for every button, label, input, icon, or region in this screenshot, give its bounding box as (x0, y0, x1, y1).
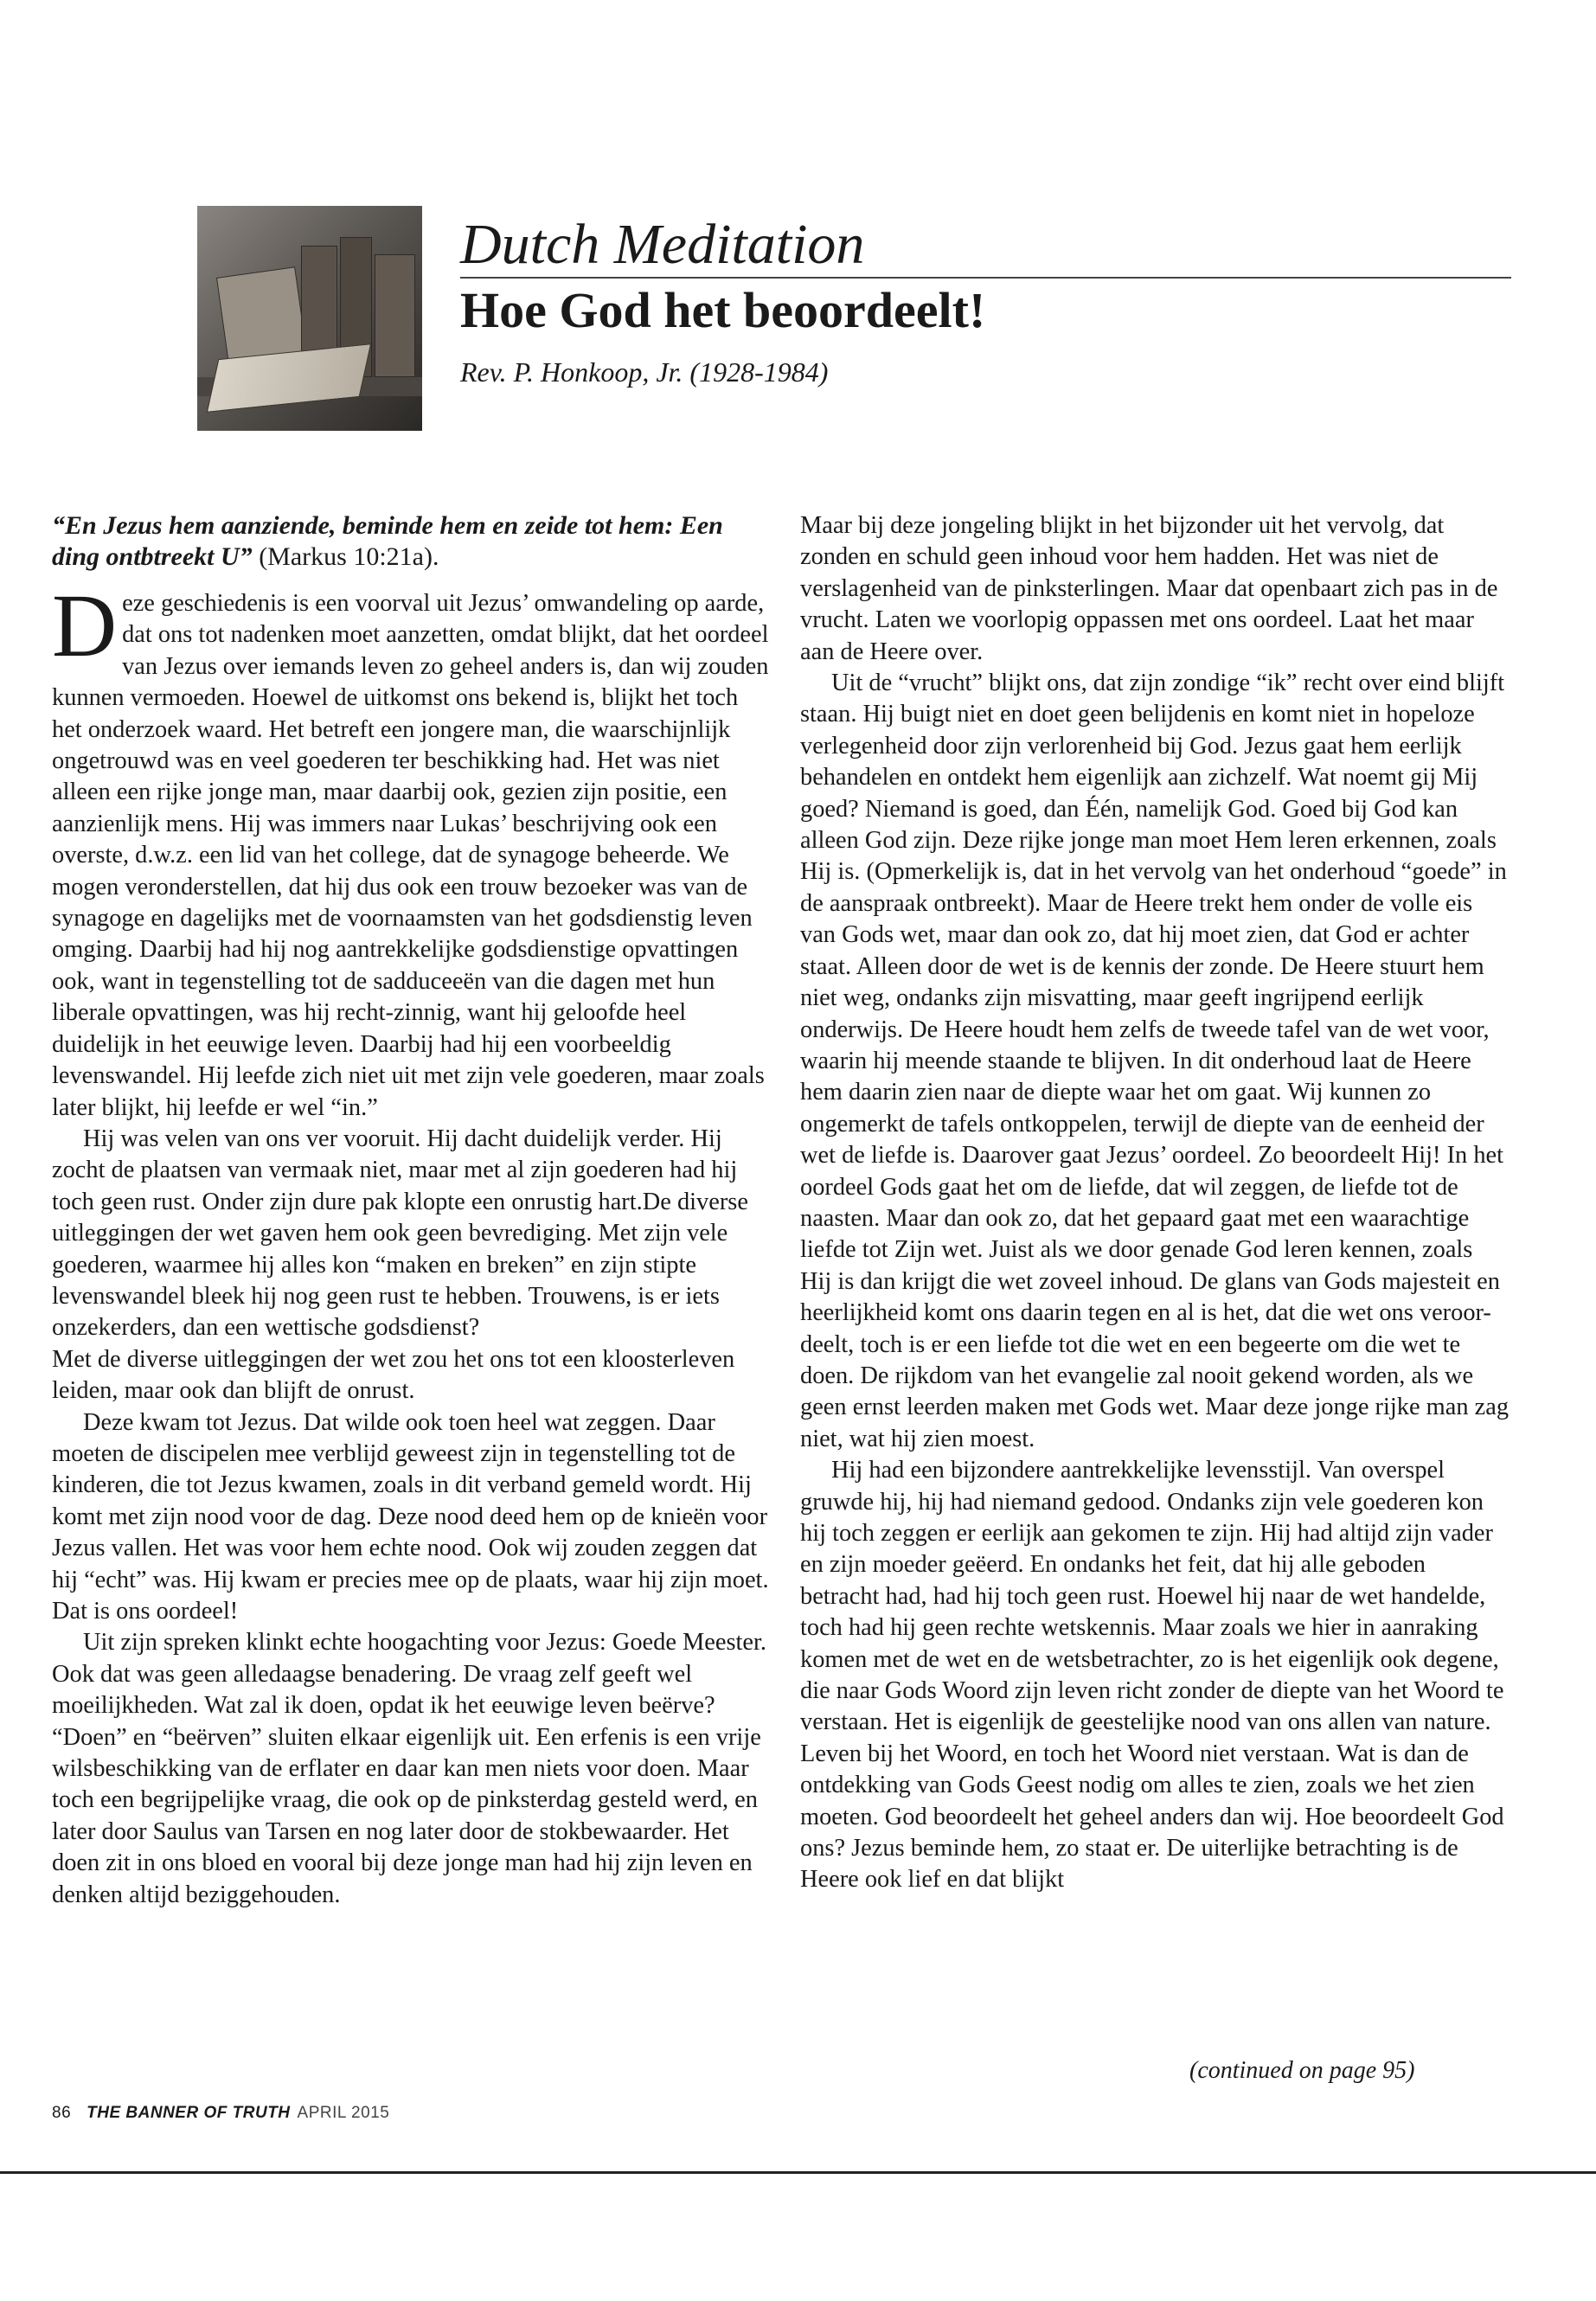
right-column (800, 510, 1509, 1896)
paragraph: Hij had een bijzondere aantrekkelijke levensstijl. Van overspel gruwde hij, hij had niemand gedood. Ondanks zijn vele goederen kon hij toch zeggen er eerlijk aan gekomen te zijn. Hij had altijd zijn vader en zijn moeder geëerd. En ondanks het feit, dat hij alle geboden betracht had, had hij toch geen rust. Hoewel hij naar de wet handelde, toch had hij geen rechte wetskennis. Maar zoals we hier in aanraking komen met de wet en de wetsbetrachter, zo is het eigenlijk ook degene, die naar Gods Woord zijn leven richt zonder de diepte van het Woord te verstaan. Het is eigenlijk de geestelijke nood van ons allen van nature. Leven bij het Woord, en toch het Woord niet verstaan. Wat is dan de ontdekking van Gods Geest nodig om alles te zien, zoals we het zien moeten. God beoordeelt het geheel anders dan wij. Hoe beoordeelt God ons? Jezus beminde hem, zo staat er. De uiterlijke betrachting is de Heere ook lief en dat blijkt (800, 1457, 1504, 1894)
left-column (52, 510, 770, 1911)
author-byline: Rev. P. Honkoop, Jr. (1928-1984) (460, 356, 829, 388)
drop-cap: D (52, 576, 118, 676)
paragraph: Uit zijn spreken klinkt echte hoogachting voor Jezus: Goede Meester. Ook dat was geen alledaagse benadering. De vraag zelf geeft wel moeilijkheden. Wat zal ik doen, opdat ik het eeuwige leven beërve? “Doen” en “beërven” sluiten elkaar eigenlijk uit. Een erfenis is een vrije wilsbeschikking van de erflater en daar kan men niets voor doen. Maar toch een begrijpelijke vraag, die ook op de pinksterdag gesteld werd, en later door Saulus van Tarsen en nog later door de stokbewaarder. Het doen zit in ons bloed en vooral bij deze jonge man had hij zijn leven en denken altijd beziggehouden. (52, 1629, 766, 1908)
photo-book (375, 254, 415, 377)
paragraph: Deze kwam tot Jezus. Dat wilde ook toen heel wat zeggen. Daar moeten de discipelen mee verblijd geweest zijn in tegenstelling tot de kinderen, die tot Jezus kwamen, zoals in dit verband gemeld wordt. Hij komt met zijn nood voor de dag. Deze nood deed hem op de knieën voor Jezus vallen. Het was voor hem echte nood. Ook wij zouden zeggen dat hij “echt” was. Hij kwam er precies mee op de plaats, waar hij zijn moet. Dat is ons oordeel! (52, 1408, 769, 1625)
paragraph-text: eze geschiedenis is een voorval uit Jezus’ omwandeling op aarde, dat ons tot nadenken moet aanzetten, omdat blijkt, dat het oordeel van Jezus over iemands leven zo geheel anders is, dan wij zouden kunnen vermoeden. Hoewel de uitkomst ons bekend is, blijkt het toch het onderzoek waard. Het betreft een jongere man, die waarschijnlijk ongetrouwd was en veel goederen ter beschikking had. Het was niet alleen een rijke jonge man, maar daarbij ook, gezien zijn positie, een aanzienlijk mens. Hij was immers naar Lukas’ beschrijving ook een overste, d.w.z. een lid van het college, dat de synagoge beheerde. We mogen veronderstellen, dat hij dus ook een trouw bezoeker was van de synagoge en dagelijks met de voornaamsten van het godsdienstig leven omging. Daarbij had hij nog aantrekkelijke godsdienstige opvattingen ook, want in tegenstelling tot de sadduceeën van die dagen met hun liberale opvattingen, was hij recht-zinnig, want hij geloofde heel duidelijk in het eeuwige leven. Daarbij had hij een voorbeeldig levenswandel. Hij leefde zich niet uit met zijn vele goederen, maar zoals later blijkt, hij leefde er wel “in.” (52, 590, 769, 1121)
page-number: 86 (52, 2104, 72, 2122)
issue-date: APRIL 2015 (297, 2104, 390, 2122)
epigraph-reference: (Markus 10:21a). (259, 542, 439, 571)
paragraph: Hij was velen van ons ver vooruit. Hij dacht duidelijk verder. Hij zocht de plaatsen van vermaak niet, maar met al zijn goederen had hij toch geen rust. Onder zijn dure pak klopte een onrustig hart.De diverse uitleggingen der wet gaven hem ook geen bevrediging. Met zijn vele goederen, waarmee hij alles kon “maken en breken” en zijn stipte levenswandel bleek hij nog geen rust te hebben. Trouwens, is er iets onzekerders, dan een wettische godsdienst? (52, 1125, 748, 1342)
article-title: Hoe God het beoordeelt! (460, 282, 986, 338)
paragraph: Met de diverse uitleggingen der wet zou het ons tot een kloosterleven leiden, maar ook dan blijft de onrust. (52, 1345, 735, 1405)
publication-name: THE BANNER OF TRUTH (87, 2104, 291, 2122)
paragraph: Uit de “vrucht” blijkt ons, dat zijn zondige “ik” recht over eind blijft staan. Hij buigt niet en doet geen belijdenis en komt niet in hopeloze verlegenheid door zijn verlorenheid bij God. Jezus gaat hem eerlijk behandelen en ontdekt hem eigenlijk aan zichzelf. Wat noemt gij Mij goed? Niemand is goed, dan Één, namelijk God. Goed bij God kan alleen God zijn. Deze rijke jonge man moet Hem leren erkennen, zoals Hij is. (Opmerkelijk is, dat in het vervolg van het onderhoud “goede” in de aanspraak ontbreekt). Maar de Heere trekt hem onder de volle eis van Gods wet, maar dan ook zo, dat hij moet zien, dat God er achter staat. Alleen door de wet is de kennis der zonde. De Heere stuurt hem niet weg, ondanks zijn misvatting, maar geeft ingrijpend eerlijk onderwijs. De Heere houdt hem zelfs de tweede tafel van de wet voor, waarin hij meende staande te blijven. In dit onderhoud laat de Heere hem daarin zien naar de diepte waar het om gaat. Wij kunnen zo ongemerkt de tafels ontkoppelen, terwijl de diepte van de eenheid der wet de liefde is. Daarover gaat Jezus’ oordeel. Zo beoordeelt Hij! In het oordeel Gods gaat het om de liefde, dat wil zeggen, de liefde tot de naasten. Maar dan ook zo, dat het gepaard gaat met een waarachtige liefde tot Zijn wet. Juist als we door genade God leren kennen, zoals Hij is dan krijgt die wet zoveel inhoud. De glans van Gods majesteit en heerlijkheid komt ons daarin tegen en al is het, dat die wet ons veroor-deelt, toch is er een liefde tot die wet en een begeerte om die wet te doen. De rijkdom van het evangelie zal nooit gekend worden, als we geen ernst leerden maken met Gods wet. Maar deze jonge rijke man zag niet, wat hij zien moest. (800, 670, 1509, 1452)
paragraph (52, 576, 770, 1124)
bottom-rule (0, 2171, 1596, 2174)
section-title: Dutch Meditation (460, 213, 865, 276)
paragraph: Maar bij deze jongeling blijkt in het bijzonder uit het vervolg, dat zonden en schuld geen inhoud voor hem hadden. Het was niet de verslagenheid van de pinksterlingen. Maar dat openbaart zich pas in de vrucht. Laten we voorlopig oppassen met ons oordeel. Laat het maar aan de Heere over. (800, 512, 1498, 665)
header-photo-old-books (197, 206, 422, 431)
title-rule (460, 277, 1511, 279)
page-footer (52, 2104, 389, 2123)
continued-note: (continued on page 95) (1189, 2057, 1415, 2084)
epigraph (52, 510, 770, 573)
epigraph-quote: “En Jezus hem aanziende, beminde hem en zeide tot hem: Een ding ontbtreekt U” (52, 511, 723, 571)
